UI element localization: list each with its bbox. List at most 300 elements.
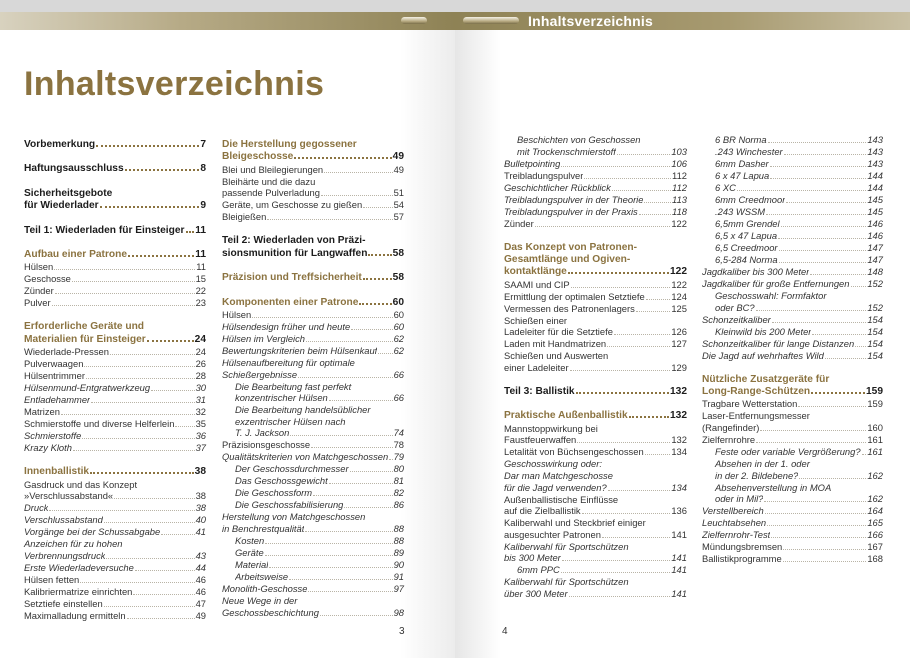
toc-entry: [702, 134, 883, 146]
dot-leader: [55, 293, 195, 294]
toc-entry-title: SAAMI und CIP: [504, 278, 570, 290]
toc-entry-title: Wiederlade-Pressen: [24, 346, 109, 358]
toc-entry: [702, 505, 883, 517]
dot-leader: [106, 558, 194, 559]
toc-entry: [702, 206, 883, 218]
toc-entry: [222, 451, 404, 463]
toc-entry: [24, 610, 206, 622]
dot-leader: [783, 549, 866, 550]
dot-leader: [607, 346, 670, 347]
toc-entry-title: Material: [235, 559, 269, 570]
dot-leader: [133, 594, 194, 595]
toc-entry: [24, 382, 206, 394]
toc-entry-title: Geschosse: [24, 273, 71, 285]
toc-entry-title: Verschlussabstand: [24, 514, 103, 526]
dot-leader: [378, 353, 392, 354]
toc-entry-title: Blei und Bleilegierungen: [222, 163, 324, 175]
toc-page-number: 136: [671, 505, 687, 517]
dot-leader: [756, 310, 867, 311]
toc-page-number: 112: [672, 181, 687, 193]
toc-page-number: 86: [393, 499, 404, 511]
dot-leader: [862, 454, 867, 455]
dot-leader: [267, 219, 392, 220]
dot-leader: [104, 606, 195, 607]
toc-entry-title: Treibladungspulver in der Praxis: [504, 205, 638, 217]
toc-entry-title: Die Jagd auf wehrhaftes Wild: [702, 349, 824, 361]
toc-entry: [702, 326, 883, 338]
toc-entry: [222, 439, 404, 451]
toc-page-number: 58: [392, 247, 404, 259]
toc-entry: [702, 218, 883, 230]
dot-leader: [608, 490, 671, 491]
toc-entry-title: Jagdkaliber bis 300 Meter: [702, 266, 810, 277]
dot-leader: [798, 406, 866, 407]
toc-entry: [504, 494, 687, 518]
dot-leader: [363, 207, 392, 208]
toc-page-number: 38: [195, 490, 206, 502]
toc-entry: [222, 199, 404, 211]
toc-entry-title: einer Ladeleiter: [504, 362, 569, 373]
toc-entry-title: Qualitätskriterien von Matchgeschossen: [222, 451, 389, 463]
toc-entry: [24, 442, 206, 454]
toc-entry: [504, 576, 687, 600]
dot-leader: [128, 255, 194, 257]
toc-page-number: 32: [195, 406, 206, 418]
toc-entry-text-line: Bleihärte und die dazu: [222, 175, 316, 187]
toc-page-number: 154: [867, 325, 883, 337]
toc-page-number: 60: [392, 296, 404, 308]
toc-entry-text-line: Sicherheitsgebote: [24, 187, 113, 199]
toc-page-number: 11: [196, 261, 206, 273]
toc-entry-title: Matrizen: [24, 406, 60, 418]
toc-section-heading: [504, 410, 687, 422]
toc-page-number: 60: [393, 321, 404, 333]
toc-entry: [222, 321, 404, 333]
toc-page-number: 35: [195, 418, 206, 430]
toc-entry: [24, 430, 206, 442]
toc-entry-text-line: Die Bearbeitung handelsüblicher: [235, 404, 371, 416]
header-band-left: [0, 12, 455, 30]
toc-entry-title: Komponenten einer Patrone: [222, 296, 359, 308]
toc-page-number: 122: [671, 217, 687, 229]
toc-page-number: 81: [393, 475, 404, 487]
dot-leader: [269, 567, 392, 568]
toc-entry: [702, 194, 883, 206]
dot-leader: [320, 615, 393, 616]
toc-entry-text-line: Schießen einer: [504, 314, 568, 326]
toc-entry-title: Die Geschossform: [235, 487, 313, 499]
dot-leader: [811, 392, 865, 394]
dot-leader: [298, 377, 393, 378]
toc-page-number: 88: [393, 523, 404, 534]
toc-entry-title: Maximalladung ermitteln: [24, 609, 126, 621]
dot-leader: [765, 513, 867, 514]
toc-page-number: 159: [867, 398, 883, 410]
dot-leader: [799, 478, 866, 479]
dot-leader: [290, 435, 392, 436]
dot-leader: [786, 202, 866, 203]
toc-entry: [702, 350, 883, 362]
toc-entry-title: Tragbare Wetterstation: [702, 398, 798, 410]
toc-page-number: 91: [393, 571, 404, 582]
toc-page-number: 132: [671, 434, 687, 446]
toc-page-number: 79: [393, 451, 404, 463]
toc-entry: [504, 458, 687, 493]
toc-entry-title: Zünder: [24, 285, 54, 297]
toc-entry: [504, 291, 687, 303]
toc-entry-title: 6 BR Norma: [715, 134, 767, 145]
toc-page-number: 49: [195, 609, 206, 621]
toc-page-number: 129: [671, 362, 687, 373]
toc-entry: [24, 562, 206, 574]
toc-entry: [702, 146, 883, 158]
toc-entry-title: Schmierstoffe: [24, 430, 82, 442]
toc-entry-title: Vermessen des Patronenlagers: [504, 302, 635, 314]
dot-leader: [82, 438, 194, 439]
toc-entry-title: 6mm PPC: [517, 564, 560, 576]
toc-page-number: 143: [867, 134, 883, 145]
dot-leader: [602, 537, 670, 538]
dot-leader: [72, 281, 195, 282]
toc-entry: [504, 350, 687, 374]
toc-entry: [24, 502, 206, 514]
toc-page-number: 31: [195, 394, 206, 406]
dot-leader: [91, 402, 194, 403]
toc-page-number: 161: [867, 434, 883, 445]
toc-page-number: 122: [670, 266, 687, 278]
toc-entry: [24, 586, 206, 598]
toc-entry-title: (Rangefinder): [702, 422, 760, 433]
toc-entry-title: Hülsen: [222, 309, 252, 321]
toc-page-number: 49: [393, 163, 404, 175]
toc-entry-text-line: Absehenverstellung in MOA: [715, 481, 832, 493]
toc-entry: [702, 158, 883, 170]
toc-page-number: 74: [393, 427, 404, 439]
toc-entry: [222, 583, 404, 595]
toc-entry-title: Bleigießen: [222, 211, 267, 223]
toc-page-number: 112: [672, 169, 687, 181]
toc-entry-title: Zielfernrohre: [702, 434, 756, 445]
toc-entry-title: Long-Range-Schützen: [702, 386, 811, 397]
toc-entry-text-line: Neue Wege in der: [222, 595, 298, 606]
toc-entry-title: Druck: [24, 502, 49, 514]
dot-leader: [768, 142, 867, 143]
toc-page-number: 141: [671, 564, 687, 576]
toc-section-heading: [24, 188, 206, 213]
dot-leader: [617, 154, 671, 155]
toc-entry-title: .243 WSSM: [715, 206, 766, 217]
toc-entry-title: Letalität von Büchsengeschossen: [504, 446, 644, 458]
toc-page-number: 30: [195, 382, 206, 394]
toc-column-1: [24, 134, 206, 622]
toc-entry: [702, 230, 883, 242]
toc-page-number: 58: [392, 272, 404, 284]
toc-entry-title: bis 300 Meter: [504, 552, 561, 564]
toc-page-number: 146: [867, 230, 883, 241]
toc-entry-title: Innenballistik: [24, 466, 90, 478]
toc-entry: [24, 346, 206, 358]
dot-leader: [783, 561, 867, 562]
dot-leader: [766, 214, 866, 215]
dot-leader: [161, 534, 194, 535]
dot-leader: [770, 166, 867, 167]
toc-entry-title: 6,5 Creedmoor: [715, 242, 778, 253]
toc-entry: [504, 218, 687, 230]
toc-entry-title: Schonzeitkaliber: [702, 313, 771, 325]
toc-page-number: 154: [867, 313, 883, 325]
toc-entry-title: Monolith-Geschosse: [222, 583, 308, 594]
toc-section-heading: [24, 466, 206, 478]
dot-leader: [135, 570, 195, 571]
toc-page-number: 124: [671, 290, 687, 302]
toc-entry-title: Zielfernrohr-Test: [702, 529, 771, 541]
toc-entry-text-line: Gasdruck und das Konzept: [24, 478, 138, 490]
dot-leader: [125, 169, 200, 171]
toc-page-number: 145: [867, 194, 883, 205]
toc-section-heading: [222, 235, 404, 260]
toc-entry: [222, 309, 404, 321]
toc-entry: [702, 290, 883, 314]
toc-page-number: 46: [195, 573, 206, 585]
toc-entry: [702, 446, 883, 458]
toc-entry-title: Setztiefe einstellen: [24, 597, 103, 609]
toc-entry-text-line: Außenballistische Einflüsse: [504, 493, 619, 505]
toc-entry-title: Materialien für Einsteiger: [24, 333, 146, 345]
dot-leader: [351, 329, 392, 330]
toc-page-number: 38: [195, 502, 206, 514]
dot-leader: [151, 390, 194, 391]
toc-entry: [504, 182, 687, 194]
toc-entry: [222, 381, 404, 405]
toc-page-number: 62: [393, 333, 404, 345]
dot-leader: [186, 231, 195, 233]
toc-section-heading: [24, 139, 206, 151]
toc-entry-title: .243 Winchester: [715, 146, 783, 157]
toc-section-heading: [222, 297, 404, 309]
toc-column-4: [702, 134, 883, 565]
toc-entry-text-line: Kaliberwahl und Steckbrief einiger: [504, 517, 646, 529]
toc-entry-title: Kleinwild bis 200 Meter: [715, 325, 812, 337]
toc-page-number: 144: [867, 170, 883, 181]
toc-entry-title: Hülsen im Vergleich: [222, 333, 306, 345]
toc-entry-title: Geräte, um Geschosse zu gießen: [222, 199, 363, 211]
toc-entry-title: oder BC?: [715, 301, 755, 313]
dot-leader: [772, 322, 867, 323]
toc-page-number: 167: [867, 541, 883, 553]
toc-entry: [702, 553, 883, 565]
toc-entry-title: oder in Mil?: [715, 493, 764, 505]
toc-entry: [702, 182, 883, 194]
dot-leader: [784, 154, 867, 155]
toc-entry-title: ausgesuchter Patronen: [504, 528, 601, 540]
toc-entry: [504, 446, 687, 458]
cartridge-icon: [401, 17, 427, 24]
dot-leader: [329, 400, 393, 401]
toc-entry-title: sionsmunition für Langwaffen: [222, 247, 368, 259]
toc-entry-title: auf die Zielballistik: [504, 505, 581, 517]
toc-entry: [702, 242, 883, 254]
toc-entry: [24, 526, 206, 538]
toc-entry-title: Präzisionsgeschosse: [222, 439, 311, 451]
toc-entry: [504, 279, 687, 291]
dot-leader: [737, 190, 867, 191]
toc-entry-text-line: Gesamtlänge und Ogiven-: [504, 254, 631, 265]
toc-page-number: 143: [867, 158, 883, 169]
toc-entry-title: Bewertungskriterien beim Hülsenkauf: [222, 345, 378, 357]
toc-page-number: 166: [867, 529, 883, 541]
dot-leader: [770, 178, 866, 179]
toc-page-number: 46: [195, 585, 206, 597]
toc-page-number: 24: [194, 333, 206, 345]
toc-entry-text-line: Geschosswahl: Formfaktor: [715, 290, 827, 301]
toc-section-heading: [24, 249, 206, 261]
dot-leader: [571, 287, 671, 288]
toc-page-number: 168: [867, 553, 883, 565]
toc-entry: [24, 406, 206, 418]
toc-entry: [222, 404, 404, 439]
dot-leader: [577, 442, 670, 443]
toc-entry-text-line: Beschichten von Geschossen: [517, 134, 641, 145]
toc-entry: [504, 315, 687, 339]
toc-entry-title: Zünder: [504, 217, 534, 229]
dot-leader: [54, 269, 195, 270]
toc-page-number: 8: [200, 163, 206, 175]
toc-entry-title: Jagdkaliber für große Entfernungen: [702, 278, 850, 289]
toc-section-heading: [24, 321, 206, 346]
toc-entry-title: Schonzeitkaliber für lange Distanzen: [702, 337, 855, 349]
dot-leader: [779, 250, 867, 251]
dot-leader: [612, 190, 671, 191]
toc-entry-title: Geschossbeschichtung: [222, 606, 319, 618]
toc-entry-title: Verbrennungsdruck: [24, 549, 106, 561]
dot-leader: [645, 454, 671, 455]
toc-entry: [24, 418, 206, 430]
toc-entry: [222, 535, 404, 547]
toc-entry-title: Ballistikprogramme: [702, 553, 782, 565]
toc-page-number: 28: [195, 370, 206, 382]
toc-entry-title: Erste Wiederladeversuche: [24, 561, 134, 573]
toc-entry: [702, 529, 883, 541]
toc-page-number: 164: [867, 505, 883, 517]
dot-leader: [771, 537, 866, 538]
toc-page-number: 165: [867, 517, 883, 529]
dot-leader: [344, 507, 392, 508]
dot-leader: [561, 572, 671, 573]
toc-entry-title: Der Geschossdurchmesser: [235, 463, 349, 475]
dot-leader: [114, 498, 194, 499]
dot-leader: [562, 560, 671, 561]
toc-entry-title: Haftungsausschluss: [24, 163, 124, 175]
toc-entry-title: Das Geschossgewicht: [235, 475, 328, 487]
toc-entry: [702, 170, 883, 182]
toc-page-number: 47: [195, 597, 206, 609]
toc-entry-title: Schießergebnisse: [222, 368, 298, 380]
toc-section-heading: [504, 386, 687, 398]
toc-entry: [24, 394, 206, 406]
toc-entry: [702, 410, 883, 434]
toc-page-number: 51: [393, 187, 404, 199]
toc-page-number: 62: [393, 345, 404, 357]
toc-page-number: 126: [671, 326, 687, 338]
toc-page-number: 98: [393, 606, 404, 618]
toc-page-number: 7: [200, 139, 206, 150]
toc-entry: [504, 423, 687, 447]
dot-leader: [265, 555, 393, 556]
toc-page-number: 161: [867, 446, 883, 457]
toc-entry-text-line: Die Bearbeitung fast perfekt: [235, 380, 352, 392]
toc-page-number: 41: [195, 526, 206, 538]
toc-entry: [24, 358, 206, 370]
toc-entry-title: 6mm Creedmoor: [715, 194, 786, 205]
toc-entry: [24, 297, 206, 309]
toc-entry-text-line: Das Konzept von Patronen-: [504, 241, 638, 253]
toc-entry-title: Bleigeschosse: [222, 151, 294, 163]
toc-entry: [222, 499, 404, 511]
toc-page-number: 122: [671, 278, 687, 290]
toc-entry-title: Schmierstoffe und diverse Helferlein: [24, 418, 175, 430]
dot-leader: [778, 238, 866, 239]
dot-leader: [855, 346, 866, 347]
toc-entry: [222, 176, 404, 200]
toc-entry: [24, 538, 206, 562]
toc-entry-text-line: Die Herstellung gegossener: [222, 139, 357, 150]
toc-entry-title: passende Pulverladung: [222, 187, 320, 199]
toc-entry-title: Treibladungspulver in der Theorie: [504, 193, 644, 205]
toc-section-heading: [222, 272, 404, 284]
toc-entry-title: Mündungsbremsen: [702, 541, 783, 553]
toc-page-number: 127: [671, 338, 687, 350]
toc-page-number: 49: [392, 151, 404, 163]
dot-leader: [764, 501, 866, 502]
toc-page-number: 90: [393, 559, 404, 570]
dot-leader: [265, 543, 392, 544]
dot-leader: [756, 442, 866, 443]
toc-page-number: 11: [195, 249, 206, 261]
dot-leader: [535, 226, 671, 227]
toc-page-number: 143: [867, 146, 883, 157]
toc-entry-title: Vorbemerkung: [24, 139, 96, 150]
toc-entry: [24, 273, 206, 285]
dot-leader: [812, 334, 866, 335]
toc-entry: [504, 338, 687, 350]
toc-entry-title: Krazy Kloth: [24, 442, 72, 454]
toc-page-number: 160: [867, 422, 883, 433]
toc-entry-text-line: Dar man Matchgeschosse: [504, 470, 613, 481]
dot-leader: [321, 195, 393, 196]
dot-leader: [329, 483, 393, 484]
toc-entry: [504, 206, 687, 218]
toc-page-number: 89: [393, 547, 404, 558]
toc-page-number: 54: [393, 199, 404, 211]
toc-entry-title: »Verschlussabstand«: [24, 490, 114, 502]
toc-page-number: 141: [671, 552, 687, 564]
dot-leader: [767, 525, 866, 526]
toc-entry: [24, 574, 206, 586]
dot-leader: [175, 426, 194, 427]
dot-leader: [851, 286, 867, 287]
toc-entry-title: Pulver: [24, 297, 51, 309]
toc-entry: [24, 514, 206, 526]
dot-leader: [289, 579, 392, 580]
toc-page-number: 118: [672, 205, 687, 217]
dot-leader: [73, 450, 195, 451]
toc-entry-title: Kalibriermatrize einrichten: [24, 585, 133, 597]
toc-column-2: [222, 134, 404, 619]
toc-page-number: 80: [393, 463, 404, 475]
toc-entry-title: Feste oder variable Vergrößerung?: [715, 446, 861, 457]
toc-page-number: 148: [867, 266, 883, 277]
toc-entry-text-line: Schießen und Auswerten: [504, 350, 609, 362]
